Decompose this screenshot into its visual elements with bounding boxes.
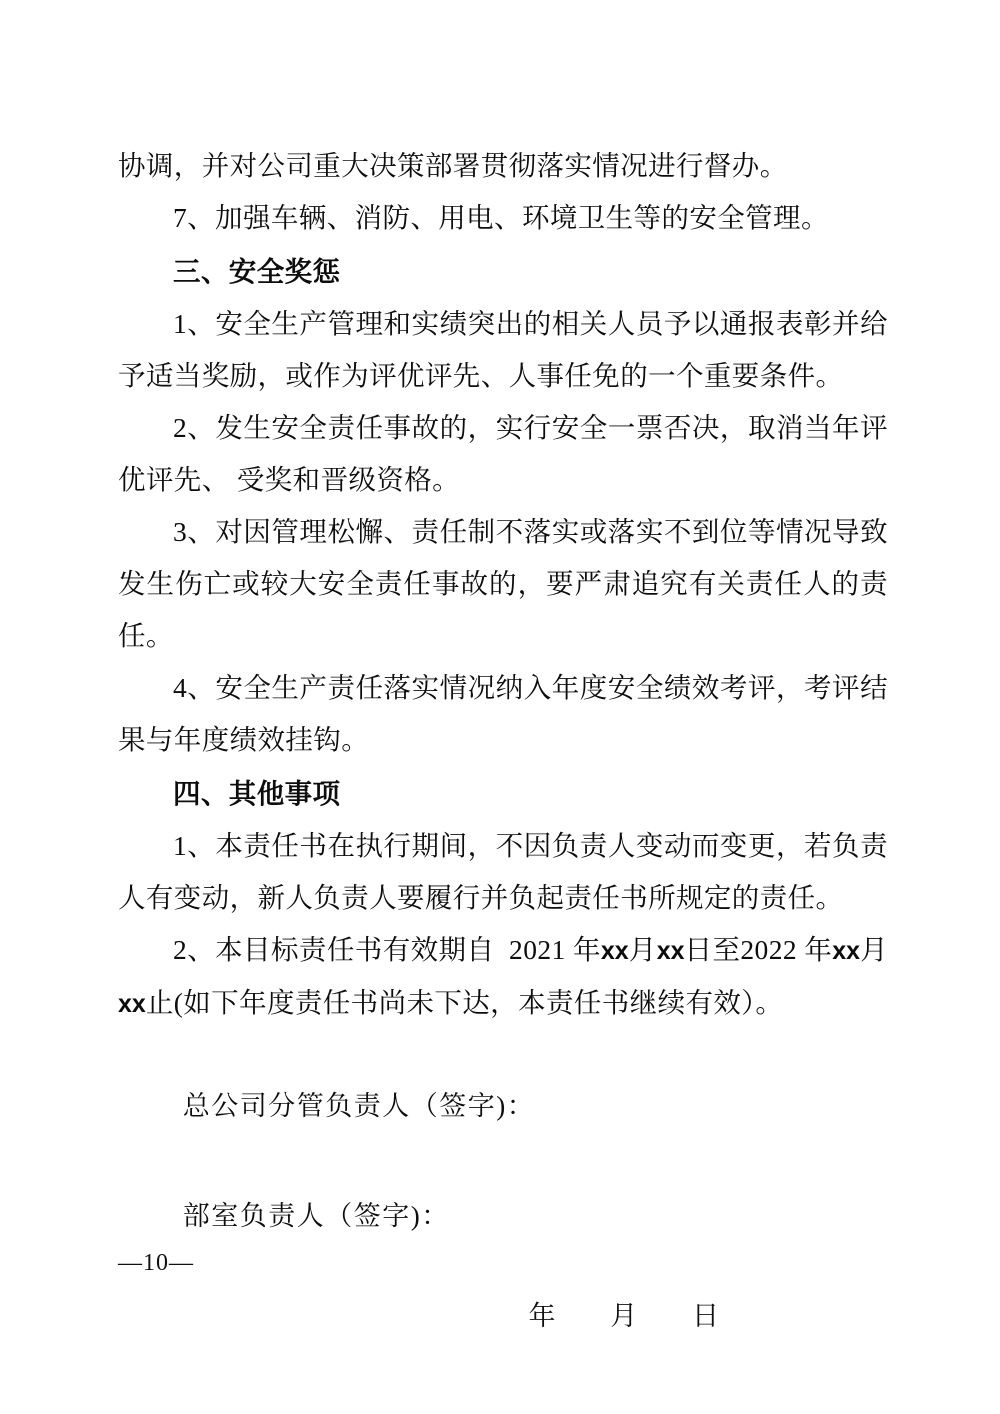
date-line [118,1294,888,1333]
validity-month-unit-end: 月 [860,934,889,965]
paragraph-4-1: 1、本责任书在执行期间，不因负责人变动而变更，若负责人有变动，新人负责人要履行并负起责任书所规定的责任。 [118,830,888,913]
validity-month-unit-start: 月 [628,934,657,965]
validity-year-unit-end: 年 [804,934,833,965]
paragraph-3-2: 2、发生安全责任事故的，实行安全一票否决，取消当年评优评先、 受奖和晋级资格。 [118,412,888,495]
paragraph-item-7: 7、加强车辆、消防、用电、环境卫生等的安全管理。 [173,202,829,233]
date-day-label: 日 [692,1301,720,1331]
paragraph-4-2-validity [118,924,888,1030]
validity-year-unit-start: 年 [572,934,601,965]
paragraph-3-3: 3、对因管理松懈、责任制不落实或落实不到位等情况导致发生伤亡或较大安全责任事故的，要严肃追究有关责任人的责任。 [118,516,888,651]
signature-department: 部室负责人（签字)： [182,1201,450,1231]
validity-start-month: xx [600,937,629,965]
validity-start-day: xx [656,937,685,965]
signature-block [118,1082,888,1240]
paragraph-3-4: 4、安全生产责任落实情况纳入年度安全绩效考评，考评结果与年度绩效挂钩。 [118,672,888,755]
page-number: —10— [118,1250,194,1276]
date-year-label: 年 [528,1301,557,1331]
validity-suffix: 止(如下年度责任书尚未下达，本责任书继续有效）。 [145,987,784,1018]
validity-prefix: 2、本目标责任书有效期自 [173,934,495,965]
signature-head-office: 总公司分管负责人（签字)： [182,1091,536,1121]
paragraph-3-1: 1、安全生产管理和实绩突出的相关人员予以通报表彰并给予适当奖励，或作为评优评先、人事任免的一个重要条件。 [118,308,888,391]
heading-section-four: 四、其他事项 [173,778,341,809]
paragraph-continued: 协调，并对公司重大决策部署贯彻落实情况进行督办。 [118,150,788,181]
document-body [118,140,888,1333]
validity-start-year: 2021 [509,934,566,965]
validity-day-unit-start: 日 [684,934,713,965]
validity-end-month: xx [832,937,861,965]
date-month-label: 月 [610,1301,639,1331]
validity-end-day: xx [118,990,146,1018]
signature-spacer [118,1130,888,1192]
validity-end-year: 2022 [740,934,798,965]
heading-section-three: 三、安全奖惩 [173,256,341,287]
validity-middle: 至 [712,934,741,965]
